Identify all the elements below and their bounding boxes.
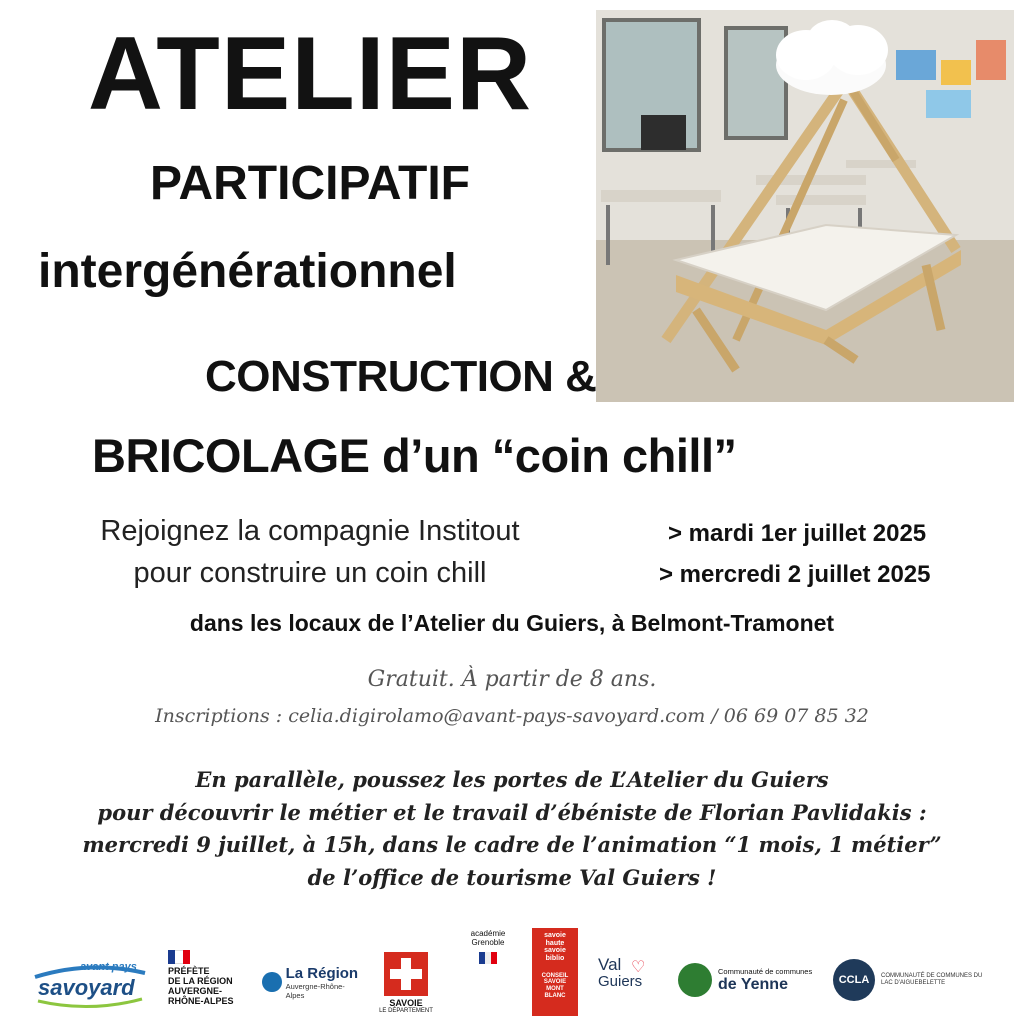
parallel-event-paragraph: [20, 764, 1004, 894]
intro-line-1: Rejoignez la compagnie Institout: [100, 515, 520, 547]
logo-la-region: [262, 966, 362, 998]
coin-chill-photo-illustration: [596, 10, 1014, 402]
intro-line-2: pour construire un coin chill: [133, 557, 487, 590]
logo-prefete: [168, 950, 243, 1015]
price-age-info: Gratuit. À partir de 8 ans.: [367, 667, 657, 692]
region-main-text: La Région: [285, 964, 359, 982]
academie-flag-icon: [479, 952, 497, 964]
title-participatif: PARTICIPATIF: [150, 157, 470, 210]
french-flag-icon: [168, 950, 190, 964]
academie-text: académie Grenoble: [470, 929, 506, 947]
ccla-text: COMMUNAUTÉ DE COMMUNES DU LAC D'AIGUEBELETTE: [881, 973, 983, 986]
headline-bricolage: BRICOLAGE d’un “coin chill”: [92, 429, 737, 482]
biblio-conseil-text: CONSEIL SAVOIE MONT BLANC: [541, 972, 569, 999]
region-sub-text: Auvergne-Rhône-Alpes: [285, 981, 345, 1000]
heart-icon: ♡: [631, 959, 646, 976]
title-atelier: ATELIER: [87, 16, 533, 132]
biblio-text: savoie haute savoie biblio: [544, 932, 566, 963]
headline-construction: CONSTRUCTION &: [205, 352, 597, 401]
title-intergenerationnel: intergénérationnel: [38, 245, 457, 298]
logo-academie: [458, 930, 518, 1010]
avant-pays-main-text: savoyard: [38, 975, 135, 1000]
logo-avant-pays-savoyard: [30, 955, 150, 1010]
yenne-leaf-icon: [678, 963, 712, 997]
date-1: > mardi 1er juillet 2025: [668, 520, 927, 547]
parallel-line-4: de l’office de tourisme Val Guiers !: [307, 864, 717, 890]
workshop-photo: [596, 10, 1014, 402]
intro-text: [30, 510, 590, 594]
prefete-text: PRÉFÈTE DE LA RÉGION AUVERGNE- RHÔNE-ALPES: [168, 966, 234, 1006]
registration-info: Inscriptions : celia.digirolamo@avant-pays-savoyard.com / 06 69 07 85 32: [155, 705, 869, 727]
savoie-cross-icon: [384, 952, 428, 996]
logo-savoie: [372, 952, 440, 1014]
avant-pays-top-text: avant pays: [80, 961, 137, 973]
logo-val-guiers: [598, 955, 660, 1005]
valguiers-bottom-text: Guiers: [598, 973, 643, 990]
parallel-line-1: En parallèle, poussez les portes de L’Atelier du Guiers: [195, 767, 829, 792]
logo-yenne: [678, 960, 818, 1000]
logo-ccla: [833, 957, 1013, 1003]
date-2: > mercredi 2 juillet 2025: [659, 561, 931, 588]
yenne-top-text: Communauté de communes: [718, 966, 813, 976]
parallel-line-3: mercredi 9 juillet, à 15h, dans le cadre de l’animation “1 mois, 1 métier”: [82, 832, 942, 858]
parallel-line-2: pour découvrir le métier et le travail d’ébéniste de Florian Pavlidakis :: [97, 799, 927, 825]
yenne-main-text: de Yenne: [718, 975, 788, 993]
ccla-badge-icon: CCLA: [833, 959, 875, 1001]
departement-text: LE DÉPARTEMENT: [379, 1008, 433, 1014]
location-text: dans les locaux de l’Atelier du Guiers, à Belmont-Tramonet: [189, 610, 835, 636]
savoie-text: SAVOIE: [389, 998, 423, 1008]
region-circle-icon: [262, 972, 282, 992]
logo-savoie-biblio: [532, 928, 578, 1016]
valguiers-top-text: Val: [598, 955, 622, 974]
